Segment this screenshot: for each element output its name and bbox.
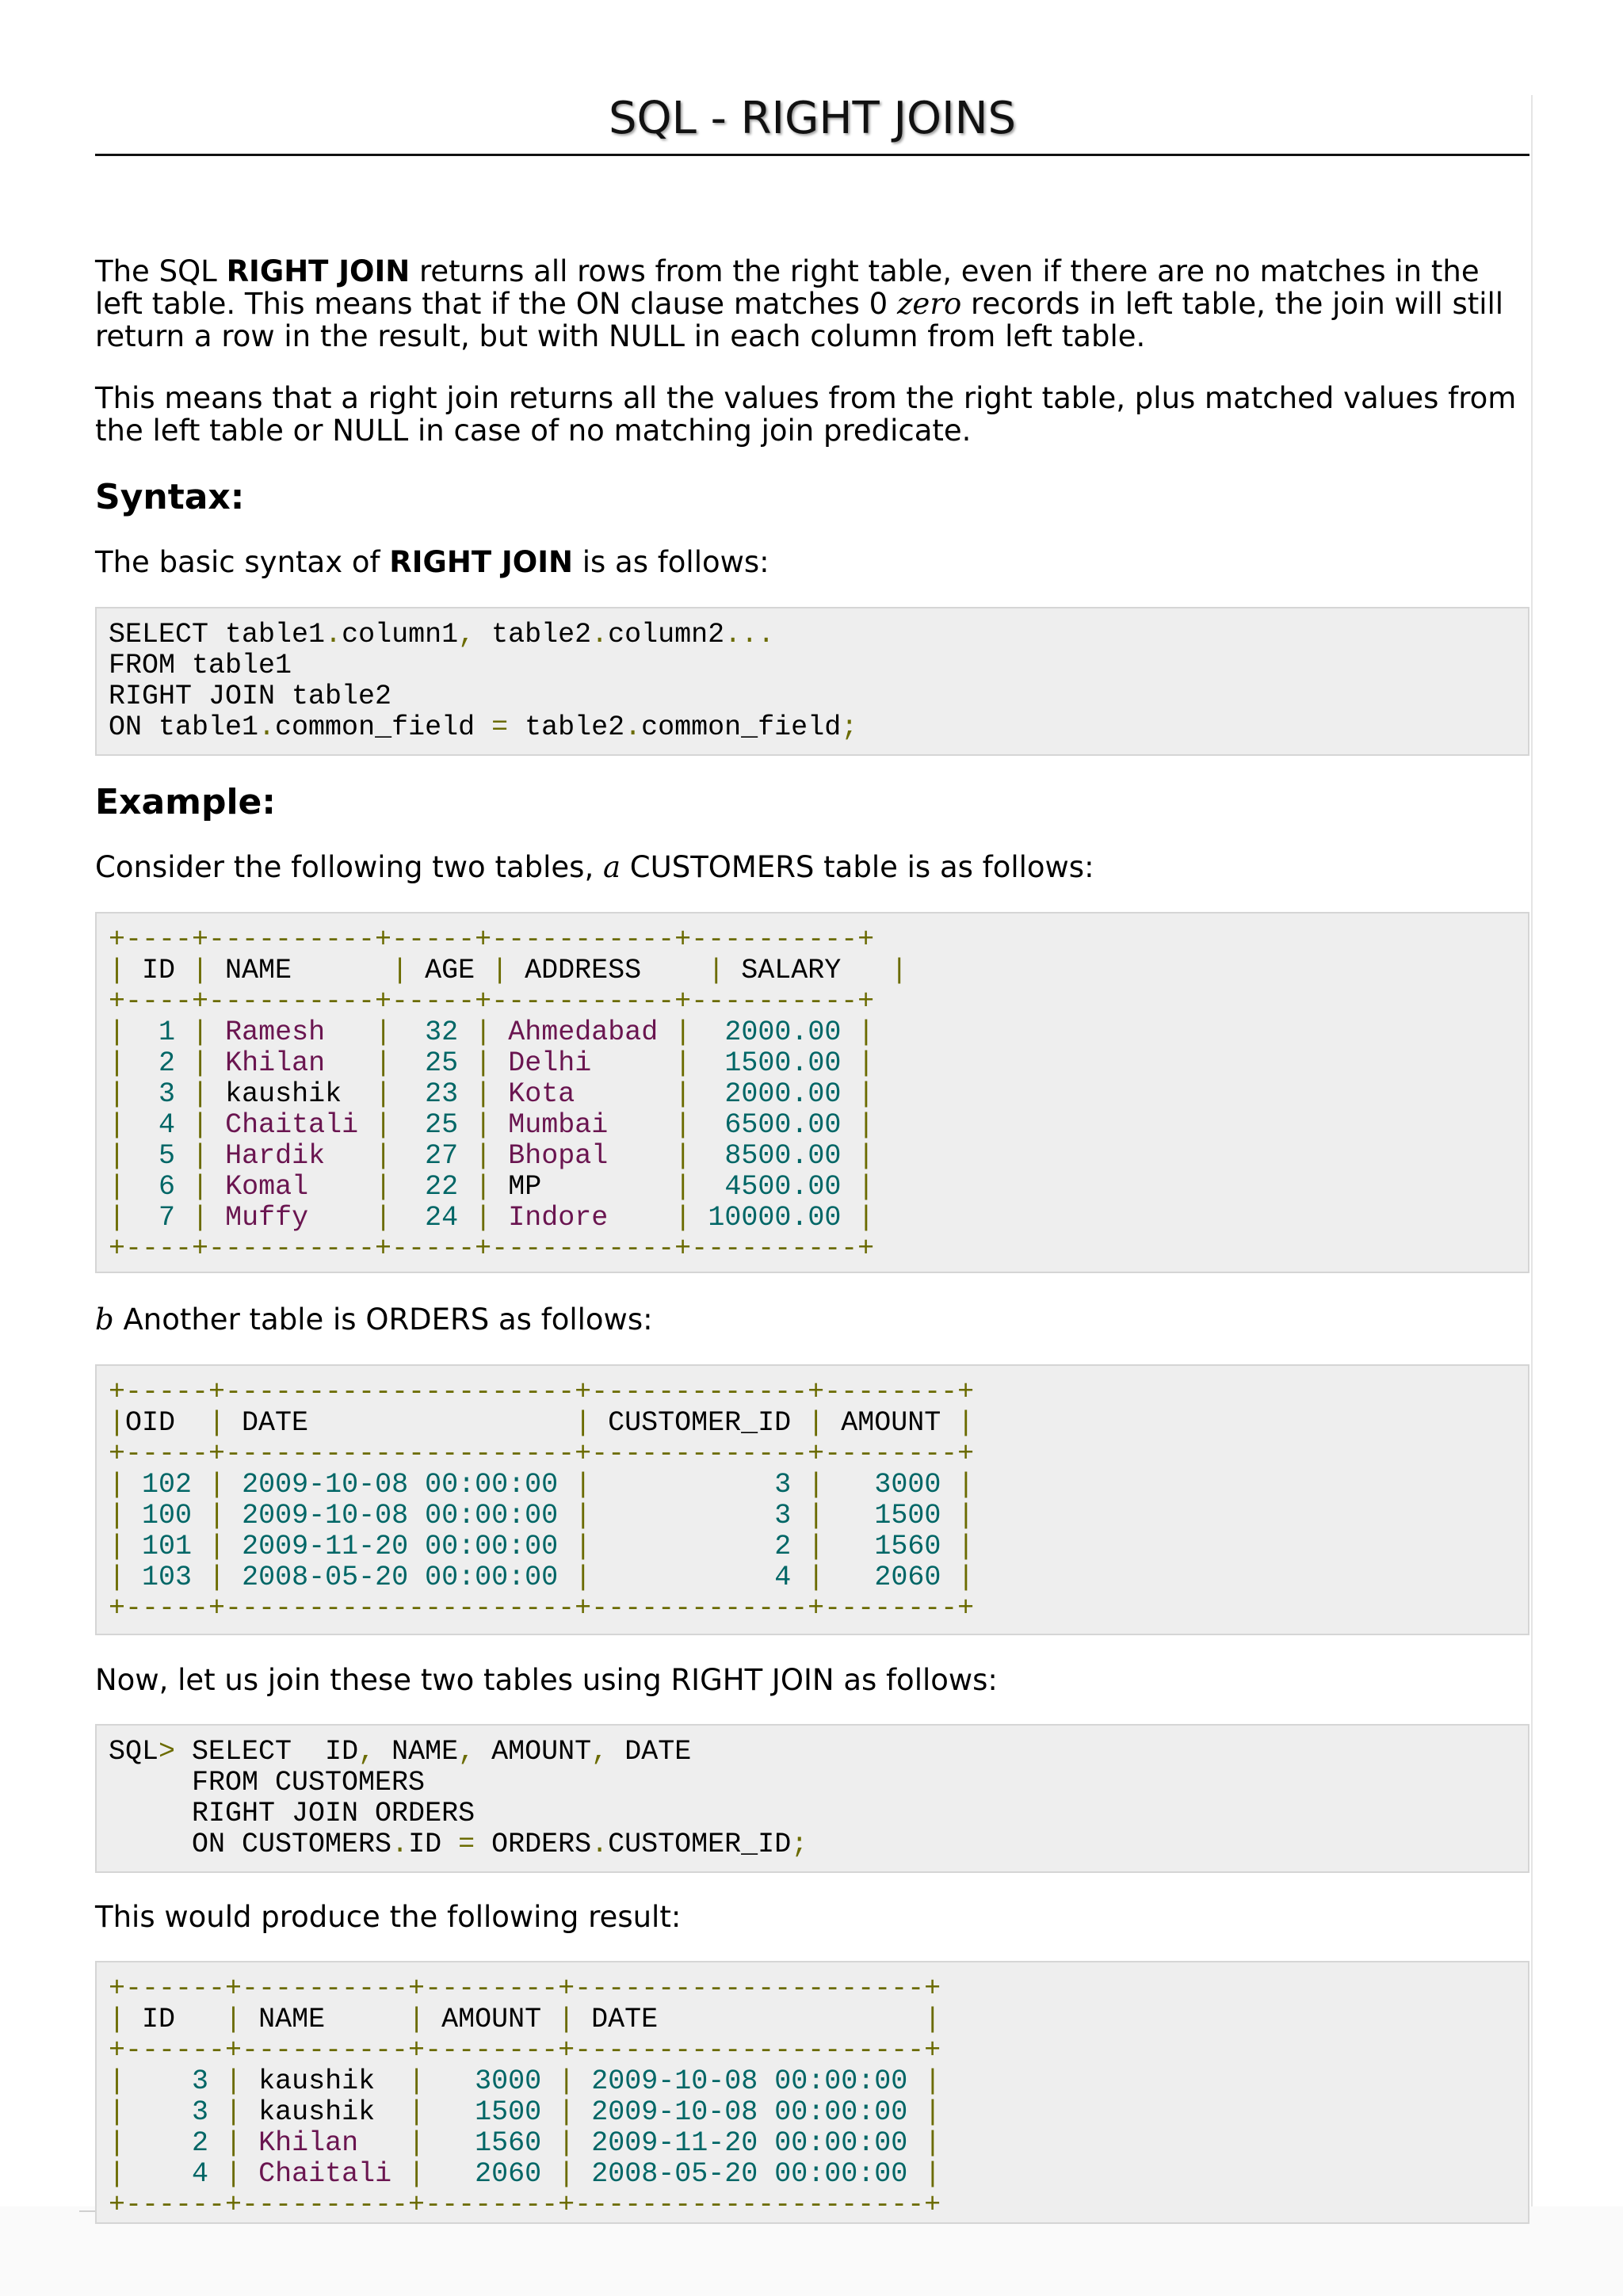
orders-intro-text: b Another table is ORDERS as follows: [95, 1302, 653, 1337]
column-header: ADDRESS [525, 955, 642, 986]
column-header: NAME [225, 955, 292, 986]
table-border: +-----+---------------------+-------------+--------+ [109, 1438, 975, 1470]
table-cell: 3 [158, 1078, 176, 1110]
table-cell: Khilan [225, 1047, 326, 1079]
table-cell: 2009-10-08 00:00:00 [591, 2096, 908, 2128]
example-text: Consider the following two tables, a CUSTOMERS table is as follows: [95, 850, 1094, 884]
column-header: DATE [242, 1407, 309, 1439]
table-cell: 2009-10-08 00:00:00 [242, 1469, 559, 1501]
table-cell: 2000.00 [724, 1016, 842, 1048]
table-cell: 8500.00 [724, 1140, 842, 1172]
table-cell: 4 [774, 1562, 792, 1593]
table-cell: Indore [508, 1202, 609, 1234]
table-cell: 4 [192, 2158, 209, 2190]
table-cell: Ramesh [225, 1016, 326, 1048]
table-cell: Mumbai [508, 1109, 609, 1141]
table-cell: Muffy [225, 1202, 309, 1234]
table-cell: 6500.00 [724, 1109, 842, 1141]
column-header: OID [125, 1407, 176, 1439]
example-heading: Example: [95, 782, 276, 822]
table-cell: 1560 [475, 2127, 542, 2159]
table-cell: 4 [158, 1109, 176, 1141]
table-cell: Delhi [508, 1047, 592, 1079]
table-cell: Bhopal [508, 1140, 609, 1172]
table-cell: 2 [192, 2127, 209, 2159]
table-cell: 3 [192, 2065, 209, 2097]
table-border: +------+----------+--------+---------------------+ [109, 2189, 941, 2221]
intro-paragraph-2: This means that a right join returns all the values from the right table, plus matched values from the left table or NULL in case of no matching join predicate. [95, 381, 1517, 448]
table-cell: 2009-11-20 00:00:00 [591, 2127, 908, 2159]
page-edge [1531, 95, 1533, 2218]
table-cell: 1500 [874, 1500, 941, 1531]
column-header: ID [142, 2004, 176, 2035]
table-cell: 2 [158, 1047, 176, 1079]
table-cell: 1500 [475, 2096, 542, 2128]
table-cell: 6 [158, 1171, 176, 1203]
table-cell: 2008-05-20 00:00:00 [242, 1562, 559, 1593]
table-cell: 103 [142, 1562, 193, 1593]
syntax-text: The basic syntax of RIGHT JOIN is as follows: [95, 545, 769, 579]
table-cell: 2060 [475, 2158, 542, 2190]
table-cell: 7 [158, 1202, 176, 1234]
table-border: +------+----------+--------+---------------------+ [109, 1973, 941, 2004]
table-border: +------+----------+--------+---------------------+ [109, 2035, 941, 2066]
table-cell: 5 [158, 1140, 176, 1172]
join-query-block: SQL> SELECT ID, NAME, AMOUNT, DATE FROM CUSTOMERS RIGHT JOIN ORDERS ON CUSTOMERS.ID = ORDERS.CUSTOMER_ID; [95, 1724, 1529, 1873]
column-header: SALARY [741, 955, 842, 986]
table-cell: Khilan [258, 2127, 359, 2159]
page-title: SQL - RIGHT JOINS [608, 93, 1017, 144]
table-cell: Hardik [225, 1140, 326, 1172]
table-cell: kaushik [258, 2065, 376, 2097]
result-intro-text: This would produce the following result: [95, 1900, 682, 1934]
column-header: AMOUNT [441, 2004, 542, 2035]
syntax-heading: Syntax: [95, 477, 245, 517]
table-cell: Chaitali [258, 2158, 392, 2190]
table-cell: 24 [425, 1202, 459, 1234]
table-cell: 100 [142, 1500, 193, 1531]
table-cell: Chaitali [225, 1109, 359, 1141]
column-header: DATE [591, 2004, 659, 2035]
table-cell: 1500.00 [724, 1047, 842, 1079]
table-cell: 2 [774, 1531, 792, 1562]
table-cell: MP [508, 1171, 542, 1203]
table-cell: 1560 [874, 1531, 941, 1562]
table-cell: kaushik [225, 1078, 342, 1110]
table-cell: 4500.00 [724, 1171, 842, 1203]
intro-paragraph-1: The SQL RIGHT JOIN returns all rows from the right table, even if there are no matches in the left table. This means that if the ON clause matches 0 zero records in left table, the join will still return a row in the result, but with NULL in each column from left table. [95, 254, 1504, 353]
table-border: +-----+---------------------+-------------+--------+ [109, 1376, 975, 1408]
join-intro-text: Now, let us join these two tables using RIGHT JOIN as follows: [95, 1663, 998, 1697]
table-cell: Kota [508, 1078, 575, 1110]
table-cell: 3000 [874, 1469, 941, 1501]
table-cell: 3000 [475, 2065, 542, 2097]
column-header: NAME [258, 2004, 326, 2035]
table-cell: 3 [774, 1469, 792, 1501]
table-cell: 22 [425, 1171, 459, 1203]
table-cell: 2060 [874, 1562, 941, 1593]
result-table: +------+----------+--------+---------------------+ | ID | NAME | AMOUNT | DATE | +------+----------+--------+---------------------+ | 3 | kaushik | 3000 | 2009-10-08 00:00:00 | | 3 | kaushik | 1500 | 2009-10-08 00:00:00 | | 2 | Khilan | 1560 | 2009-11-20 00:00:00 | | 4 | Chaitali | 2060 | 2008-05-20 00:00:00 | +------+----------+--------+---------------------+ [95, 1961, 1529, 2224]
table-cell: 27 [425, 1140, 459, 1172]
syntax-code-block: SELECT table1.column1, table2.column2... FROM table1 RIGHT JOIN table2 ON table1.common_field = table2.common_field; [95, 607, 1529, 756]
table-border: +----+----------+-----+-----------+----------+ [109, 924, 875, 955]
table-cell: Ahmedabad [508, 1016, 659, 1048]
table-cell: kaushik [258, 2096, 376, 2128]
table-cell: 2009-10-08 00:00:00 [591, 2065, 908, 2097]
table-cell: 102 [142, 1469, 193, 1501]
zero-italic: zero [896, 287, 962, 321]
table-cell: 2009-10-08 00:00:00 [242, 1500, 559, 1531]
table-cell: 10000.00 [708, 1202, 842, 1234]
column-header: AGE [425, 955, 475, 986]
table-border: +----+----------+-----+-----------+----------+ [109, 1233, 875, 1264]
table-cell: Komal [225, 1171, 309, 1203]
table-cell: 32 [425, 1016, 459, 1048]
table-cell: 25 [425, 1109, 459, 1141]
table-cell: 1 [158, 1016, 176, 1048]
table-cell: 2008-05-20 00:00:00 [591, 2158, 908, 2190]
table-border: +-----+---------------------+-------------+--------+ [109, 1592, 975, 1624]
table-cell: 25 [425, 1047, 459, 1079]
table-cell: 3 [192, 2096, 209, 2128]
table-cell: 2009-11-20 00:00:00 [242, 1531, 559, 1562]
table-cell: 2000.00 [724, 1078, 842, 1110]
orders-table: +-----+---------------------+-------------+--------+ |OID | DATE | CUSTOMER_ID | AMOUNT | +-----+---------------------+-------------+--------+ | 102 | 2009-10-08 00:00:00 | 3 | 3000 | | 100 | 2009-10-08 00:00:00 | 3 | 1500 | | 101 | 2009-11-20 00:00:00 | 2 | 1560 | | 103 | 2008-05-20 00:00:00 | 4 | 2060 | +-----+---------------------+-------------+--------+ [95, 1364, 1529, 1635]
column-header: AMOUNT [841, 1407, 941, 1439]
table-border: +----+----------+-----+-----------+----------+ [109, 986, 875, 1017]
column-header: ID [142, 955, 176, 986]
title-rule [95, 154, 1529, 156]
table-cell: 3 [774, 1500, 792, 1531]
column-header: CUSTOMER_ID [608, 1407, 792, 1439]
customers-table: +----+----------+-----+-----------+----------+ | ID | NAME | AGE | ADDRESS | SALARY | +----+----------+-----+-----------+----------+ | 1 | Ramesh | 32 | Ahmedabad | 2000.00 | | 2 | Khilan | 25 | Delhi | 1500.00 | | 3 | kaushik | 23 | Kota | 2000.00 | | 4 | Chaitali | 25 | Mumbai | 6500.00 | | 5 | Hardik | 27 | Bhopal | 8500.00 | | 6 | Komal | 22 | MP | 4500.00 | | 7 | Muffy | 24 | Indore | 10000.00 | +----+----------+-----+-----------+----------+ [95, 912, 1529, 1273]
table-cell: 101 [142, 1531, 193, 1562]
table-cell: 23 [425, 1078, 459, 1110]
